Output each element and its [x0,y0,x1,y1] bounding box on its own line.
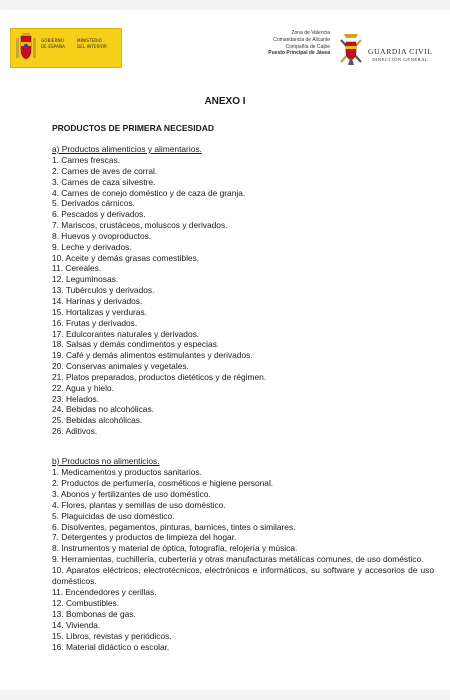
list-item: 1. Medicamentos y productos sanitarios. [52,467,202,477]
guardia-civil-subtitle: DIRECCIÓN GENERAL [372,57,429,62]
guardia-civil-emblem-icon [338,32,364,68]
list-item: 13. Tubérculos y derivados. [52,285,155,296]
list-item: 19. Café y demás alimentos estimulantes y derivados. [52,350,253,361]
ministry-line: DEL INTERIOR [77,43,107,49]
list-item: 4. Carnes de conejo doméstico y de caza de granja. [52,187,246,198]
annex-title: ANEXO I [204,96,246,107]
section-title: a) Productos alimenticios y alimentarios. [52,144,202,154]
zone-line: Compañía de Calpe [285,43,330,50]
list-item: 13. Bombonas de gas. [52,608,136,619]
ministry-text-2 [77,38,107,49]
zone-line: Puesto Principal de Jávea [268,50,330,57]
list-item: 21. Platos preparados, productos dietéticos y de régimen. [52,371,267,382]
list-item: 5. Derivados cárnicos. [52,198,135,209]
list-item: 10. Aparatos eléctricos, electrotécnicos, electrónicos e informáticos, su software y accesorios de uso domésticos. [52,565,434,587]
list-item: 15. Hortalizas y verduras. [52,306,147,317]
list-item: 14. Harinas y derivados. [52,295,143,306]
list-item: 14. Vivienda. [52,619,101,630]
ministry-line: DE ESPAÑA [41,43,65,49]
list-item: 1. Carnes frescas. [52,155,120,165]
zone-line: Zona de Valencia [291,30,330,36]
list-item: 6. Pescados y derivados. [52,209,146,220]
ministry-line: GOBIERNO [41,38,64,43]
zone-line: Comandancia de Alicante [273,36,330,43]
list-item: 2. Productos de perfumería, cosméticos e higiene personal. [52,477,274,488]
list-item: 5. Plaguicidas de uso doméstico. [52,510,175,521]
list-item: 16. Frutas y derivados. [52,317,138,328]
list-item: 9. Herramientas, cuchillería, cubertería y otras manufacturas metálicas comunes, de uso doméstico. [52,554,424,565]
product-list [52,155,432,437]
list-item: 8. Huevos y ovoproductos. [52,230,152,241]
list-item: 6. Disolventes, pegamentos, pinturas, barnices, tintes o similares. [52,521,296,532]
list-item: 18. Salsas y demás condimentos y especias. [52,339,220,350]
list-item: 11. Cereales. [52,263,102,274]
guardia-civil-label [368,47,433,62]
list-item: 20. Conservas animales y vegetales. [52,361,189,372]
spain-coat-of-arms-icon [15,32,37,63]
product-list [52,467,434,652]
ministry-text [41,38,65,49]
list-item: 8. Instrumentos y material de óptica, fotografía, relojería y música. [52,543,298,554]
zone-address [240,30,330,57]
list-item: 2. Carnes de aves de corral. [52,165,158,176]
list-item: 11. Encendedores y cerillas. [52,586,157,597]
guardia-civil-title: GUARDIA CIVIL [368,47,433,56]
list-item: 10. Aceite y demás grasas comestibles. [52,252,200,263]
list-item: 12. Combustibles. [52,597,120,608]
section-food-products [52,144,432,437]
list-item: 25. Bebidas alcohólicas. [52,415,143,426]
document-page [0,10,450,690]
list-item: 24. Bebidas no alcohólicas. [52,404,154,415]
section-non-food-products [52,456,434,652]
document-heading: PRODUCTOS DE PRIMERA NECESIDAD [52,123,214,133]
list-item: 16. Material didáctico o escolar. [52,641,170,652]
list-item: 15. Libros, revistas y periódicos. [52,630,172,641]
ministry-logo [10,28,122,68]
list-item: 7. Mariscos, crustáceos, moluscos y derivados. [52,220,228,231]
section-title: b) Productos no alimenticios. [52,456,160,466]
list-item: 3. Abonos y fertilizantes de uso doméstico. [52,488,211,499]
list-item: 17. Edulcorantes naturales y derivados. [52,328,200,339]
list-item: 12. Leguminosas. [52,274,119,285]
list-item: 26. Aditivos. [52,426,98,437]
list-item: 7. Detergentes y productos de limpieza del hogar. [52,532,237,543]
list-item: 4. Flores, plantas y semillas de uso doméstico. [52,499,226,510]
list-item: 3. Carnes de caza silvestre. [52,176,156,187]
list-item: 9. Leche y derivados. [52,241,132,252]
ministry-line: MINISTERIO [77,38,102,43]
list-item: 22. Agua y hielo. [52,382,114,393]
list-item: 23. Helados. [52,393,100,404]
